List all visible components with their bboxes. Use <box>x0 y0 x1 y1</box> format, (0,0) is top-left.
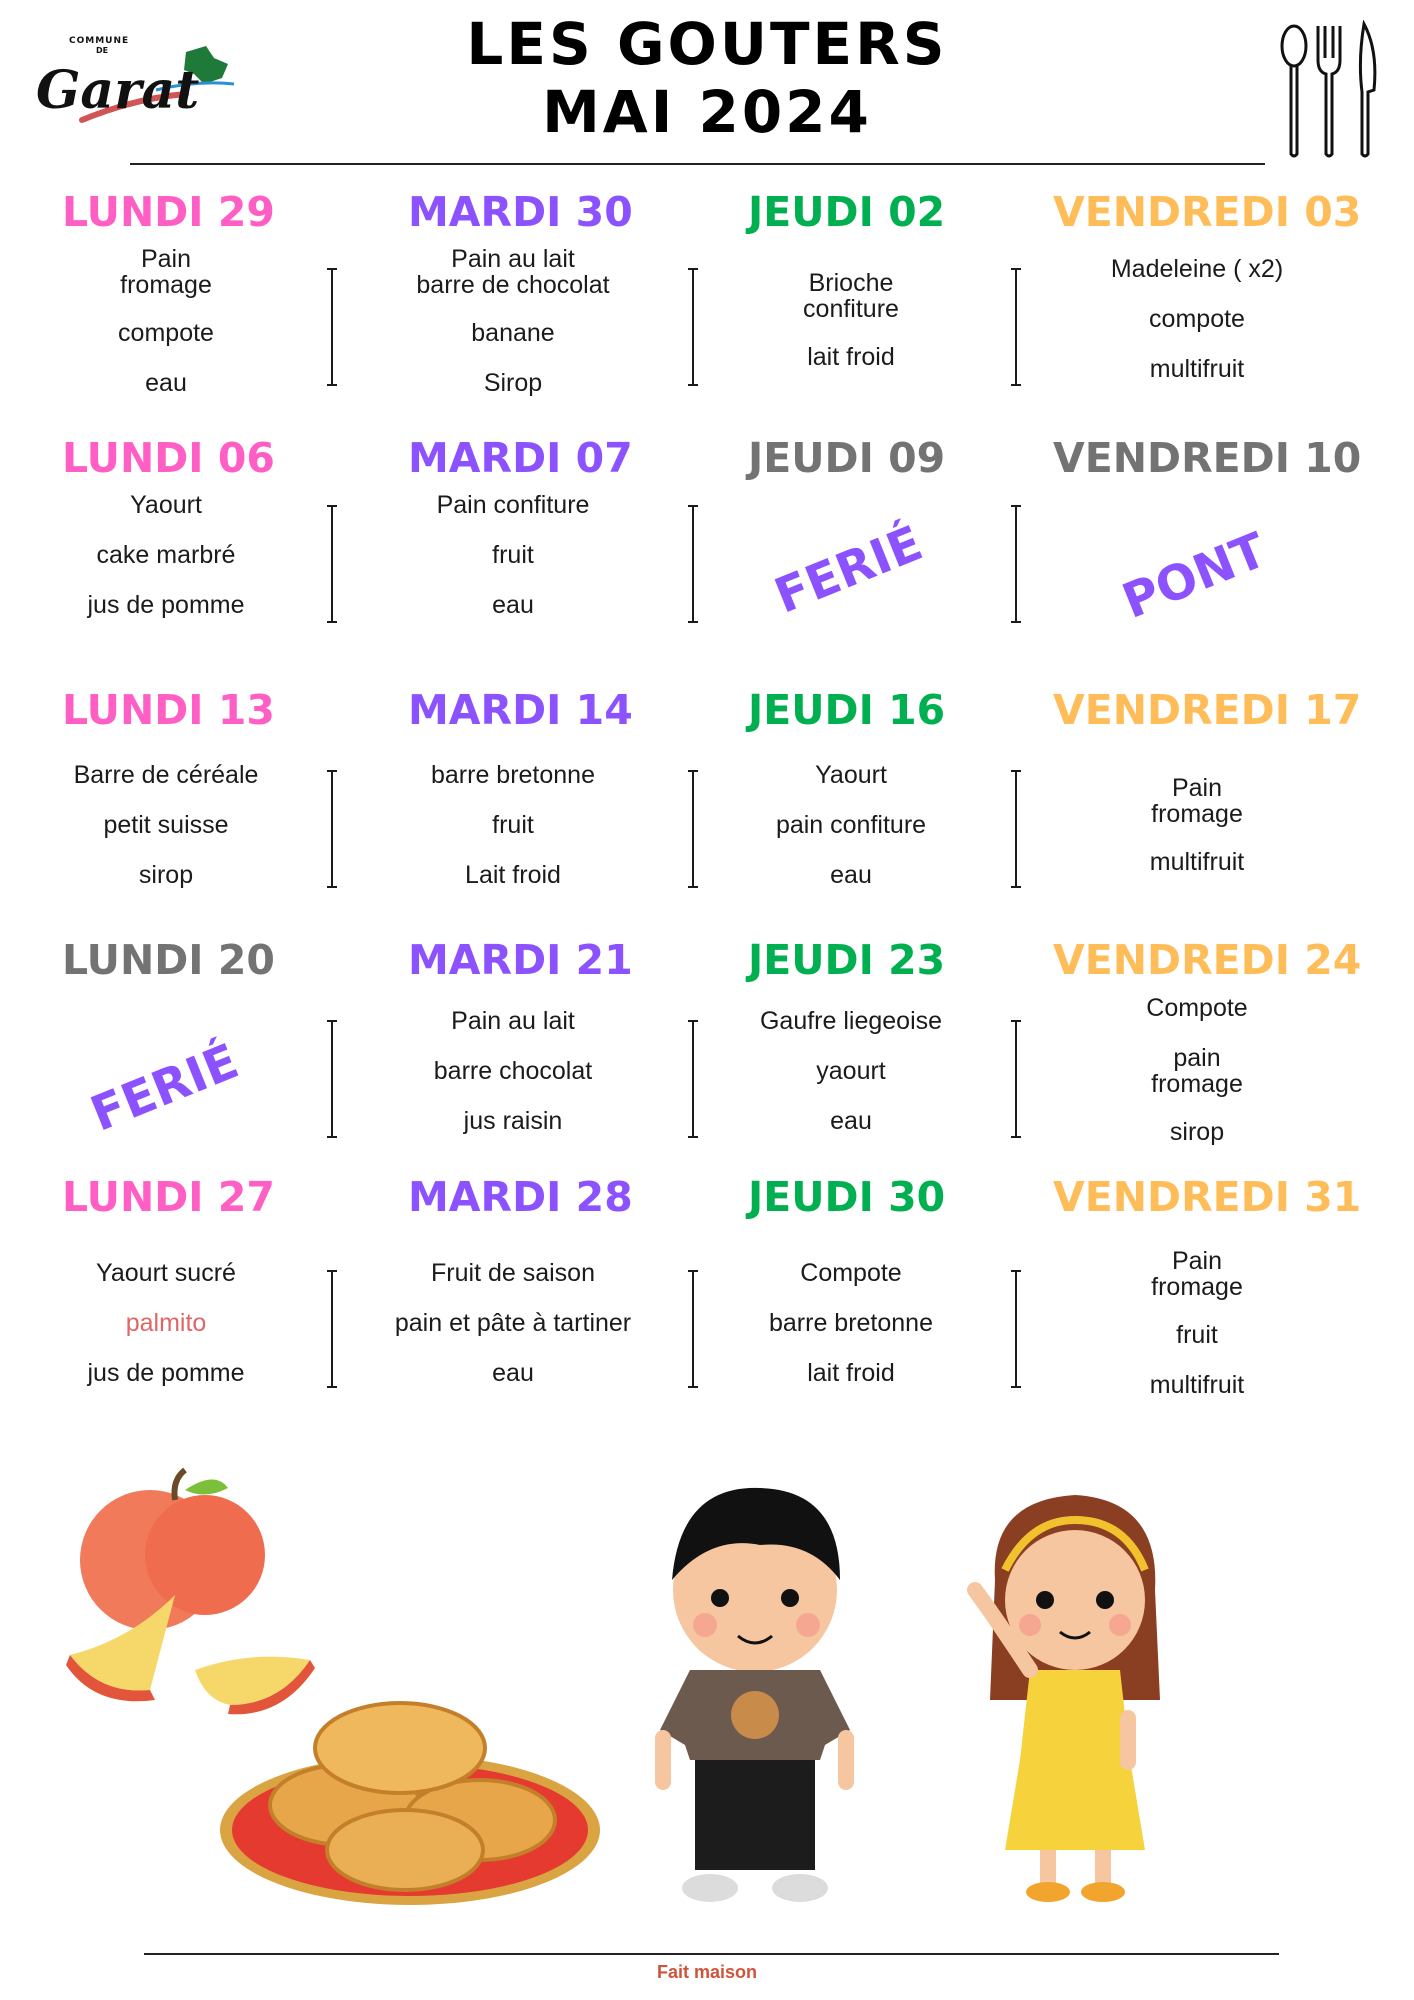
column-separator <box>1015 770 1017 888</box>
menu-item: multifruit <box>1149 848 1245 876</box>
column-separator <box>331 505 333 623</box>
biscuit-plate-illustration <box>220 1703 600 1905</box>
menu-item: barre bretonne <box>430 761 596 789</box>
page-title <box>0 10 1414 146</box>
menu-item: pain confiture <box>775 811 927 839</box>
menu-item: eau <box>830 861 872 889</box>
menu-item: Pain au lait barre de chocolat <box>416 245 610 299</box>
menu-item: Compote <box>1146 994 1248 1022</box>
day-title: JEUDI 02 <box>748 188 946 236</box>
day-title: LUNDI 13 <box>62 686 275 734</box>
column-separator <box>331 770 333 888</box>
menu-item: banane <box>471 319 555 347</box>
day-title: JEUDI 30 <box>748 1173 946 1221</box>
day-title: VENDREDI 03 <box>1053 188 1362 236</box>
menu-item: compote <box>118 319 214 347</box>
holiday-stamp: FERIÉ <box>767 515 931 625</box>
menu-item: multifruit <box>1149 1371 1245 1399</box>
column-separator <box>692 268 694 386</box>
menu-item: Pain fromage <box>1151 1247 1243 1301</box>
menu-item: eau <box>492 591 534 619</box>
menu-item: jus de pomme <box>87 1359 245 1387</box>
girl-illustration <box>975 1495 1160 1902</box>
column-separator <box>692 505 694 623</box>
holiday-stamp: FERIÉ <box>83 1033 247 1143</box>
menu-item: Fruit de saison <box>431 1259 595 1287</box>
menu-item: Sirop <box>483 369 543 397</box>
menu-item: palmito <box>125 1309 207 1337</box>
menu-item: Yaourt <box>130 491 202 519</box>
day-title: MARDI 14 <box>408 686 633 734</box>
menu-item: sirop <box>1169 1118 1225 1146</box>
menu-item: pain fromage <box>1151 1044 1243 1098</box>
column-separator <box>1015 1020 1017 1138</box>
menu-item: pain et pâte à tartiner <box>394 1309 632 1337</box>
menu-item: Compote <box>800 1259 902 1287</box>
day-title: JEUDI 09 <box>748 434 946 482</box>
menu-item: multifruit <box>1149 355 1245 383</box>
holiday-stamp: PONT <box>1114 522 1274 630</box>
day-title: JEUDI 16 <box>748 686 946 734</box>
column-separator <box>331 268 333 386</box>
column-separator <box>692 770 694 888</box>
title-line-2: MAI 2024 <box>542 78 872 146</box>
column-separator <box>1015 505 1017 623</box>
day-title: LUNDI 27 <box>62 1173 275 1221</box>
column-separator <box>331 1020 333 1138</box>
menu-item: Pain au lait <box>451 1007 575 1035</box>
menu-item: Pain confiture <box>436 491 590 519</box>
column-separator <box>1015 268 1017 386</box>
menu-item: jus de pomme <box>87 591 245 619</box>
day-title: LUNDI 20 <box>62 936 275 984</box>
boy-illustration <box>655 1488 854 1902</box>
menu-item: Pain fromage <box>1151 774 1243 828</box>
illustrations <box>0 1460 1414 1940</box>
menu-item: fruit <box>492 541 534 569</box>
menu-item: compote <box>1149 305 1245 333</box>
spoon-icon <box>1282 26 1306 156</box>
footer-divider <box>144 1953 1279 1955</box>
title-line-1: LES GOUTERS <box>466 10 948 78</box>
column-separator <box>692 1270 694 1388</box>
menu-item: eau <box>145 369 187 397</box>
menu-item: Madeleine ( x2) <box>1110 255 1284 283</box>
day-title: MARDI 30 <box>408 188 633 236</box>
day-title: VENDREDI 17 <box>1053 686 1362 734</box>
header-divider <box>130 163 1265 165</box>
day-title: LUNDI 29 <box>62 188 275 236</box>
logo-small-text: COMMUNE <box>69 36 130 46</box>
menu-item: sirop <box>138 861 194 889</box>
menu-item: fruit <box>492 811 534 839</box>
knife-icon <box>1360 24 1374 156</box>
day-title: LUNDI 06 <box>62 434 275 482</box>
logo-garat-word: Garat <box>36 60 200 121</box>
menu-item: Brioche confiture <box>803 269 899 323</box>
menu-item: eau <box>492 1359 534 1387</box>
menu-item: Pain fromage <box>120 245 212 299</box>
menu-item: barre chocolat <box>433 1057 593 1085</box>
day-title: VENDREDI 31 <box>1053 1173 1362 1221</box>
column-separator <box>331 1270 333 1388</box>
menu-item: eau <box>830 1107 872 1135</box>
menu-item: cake marbré <box>96 541 236 569</box>
menu-item: yaourt <box>816 1057 886 1085</box>
menu-item: Gaufre liegeoise <box>759 1007 943 1035</box>
day-title: JEUDI 23 <box>748 936 946 984</box>
menu-item: Yaourt sucré <box>96 1259 236 1287</box>
day-title: VENDREDI 24 <box>1053 936 1362 984</box>
menu-item: Lait froid <box>465 861 561 889</box>
menu-item: lait froid <box>807 1359 895 1387</box>
menu-item: lait froid <box>807 343 895 371</box>
column-separator <box>692 1020 694 1138</box>
day-title: MARDI 07 <box>408 434 633 482</box>
day-title: MARDI 28 <box>408 1173 633 1221</box>
menu-item: jus raisin <box>463 1107 563 1135</box>
menu-item: barre bretonne <box>768 1309 934 1337</box>
footer-text: Fait maison <box>656 1962 758 1982</box>
menu-item: petit suisse <box>103 811 229 839</box>
logo-small-text-de: DE <box>96 46 109 55</box>
cutlery-icons <box>1278 20 1384 160</box>
fork-icon <box>1318 26 1340 156</box>
menu-item: Barre de céréale <box>73 761 259 789</box>
menu-item: fruit <box>1176 1321 1218 1349</box>
menu-item: Yaourt <box>815 761 887 789</box>
column-separator <box>1015 1270 1017 1388</box>
day-title: MARDI 21 <box>408 936 633 984</box>
day-title: VENDREDI 10 <box>1053 434 1362 482</box>
apple-illustration <box>66 1470 315 1714</box>
